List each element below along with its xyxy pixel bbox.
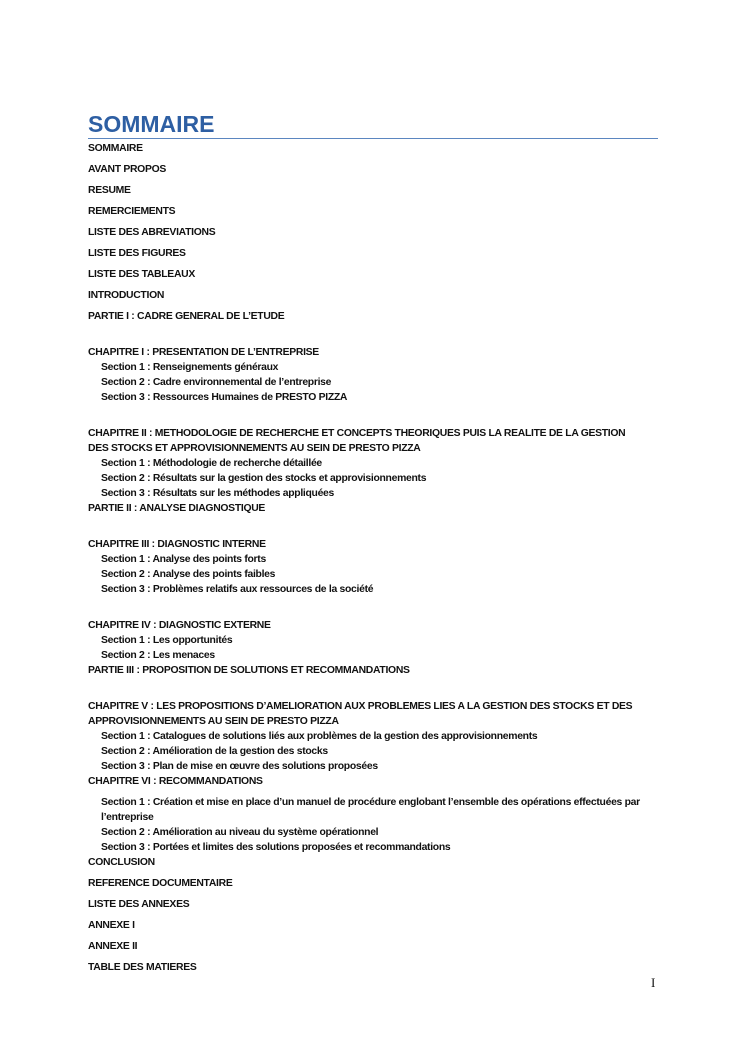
toc-entry-chapitre-6[interactable]: CHAPITRE VI : RECOMMANDATIONS: [88, 776, 263, 787]
toc-entry-partie-3[interactable]: PARTIE III : PROPOSITION DE SOLUTIONS ET RECOMMANDATIONS: [88, 665, 410, 676]
toc-entry-avant-propos[interactable]: AVANT PROPOS: [88, 164, 166, 175]
toc-entry-chapitre-1[interactable]: CHAPITRE I : PRESENTATION DE L’ENTREPRISE: [88, 347, 319, 358]
toc-entry-ch2-section-3[interactable]: Section 3 : Résultats sur les méthodes appliquées: [101, 488, 335, 499]
toc-entry-chapitre-3[interactable]: CHAPITRE III : DIAGNOSTIC INTERNE: [88, 539, 266, 550]
toc-entry-table-matieres[interactable]: TABLE DES MATIERES: [88, 962, 197, 973]
toc-entry-ch4-section-1[interactable]: Section 1 : Les opportunités: [101, 635, 233, 646]
title-underline: [88, 138, 658, 139]
toc-entry-annexe-1[interactable]: ANNEXE I: [88, 920, 135, 931]
page-title: SOMMAIRE: [88, 111, 215, 137]
toc-entry-ch2-section-2[interactable]: Section 2 : Résultats sur la gestion des stocks et approvisionnements: [101, 473, 427, 484]
toc-entry-remerciements[interactable]: REMERCIEMENTS: [88, 206, 176, 217]
toc-entry-ch5-section-1[interactable]: Section 1 : Catalogues de solutions liés aux problèmes de la gestion des approvisionnements: [101, 731, 538, 742]
toc-entry-conclusion[interactable]: CONCLUSION: [88, 857, 155, 868]
toc-entry-ch5-section-2[interactable]: Section 2 : Amélioration de la gestion des stocks: [101, 746, 328, 757]
toc-entry-ch2-section-1[interactable]: Section 1 : Méthodologie de recherche détaillée: [101, 458, 322, 469]
toc-entry-chapitre-4[interactable]: CHAPITRE IV : DIAGNOSTIC EXTERNE: [88, 620, 271, 631]
toc-entry-ch6-section-2[interactable]: Section 2 : Amélioration au niveau du système opérationnel: [101, 827, 379, 838]
toc-entry-annexes[interactable]: LISTE DES ANNEXES: [88, 899, 190, 910]
toc-entry-abreviations[interactable]: LISTE DES ABREVIATIONS: [88, 227, 216, 238]
toc-entry-partie-2[interactable]: PARTIE II : ANALYSE DIAGNOSTIQUE: [88, 503, 266, 514]
toc-entry-ch3-section-2[interactable]: Section 2 : Analyse des points faibles: [101, 569, 276, 580]
toc-entry-ch5-section-3[interactable]: Section 3 : Plan de mise en œuvre des solutions proposées: [101, 761, 378, 772]
toc-entry-ch1-section-1[interactable]: Section 1 : Renseignements généraux: [101, 362, 279, 373]
toc-entry-tableaux[interactable]: LISTE DES TABLEAUX: [88, 269, 195, 280]
toc-entry-introduction[interactable]: INTRODUCTION: [88, 290, 165, 301]
toc-entry-sommaire[interactable]: SOMMAIRE: [88, 143, 143, 154]
toc-entry-ch1-section-3[interactable]: Section 3 : Ressources Humaines de PRESTO PIZZA: [101, 392, 348, 403]
toc-entry-ch4-section-2[interactable]: Section 2 : Les menaces: [101, 650, 215, 661]
toc-entry-ch1-section-2[interactable]: Section 2 : Cadre environnemental de l’entreprise: [101, 377, 332, 388]
toc-entry-resume[interactable]: RESUME: [88, 185, 131, 196]
toc-entry-ch6-section-3[interactable]: Section 3 : Portées et limites des solutions proposées et recommandations: [101, 842, 451, 853]
toc-entry-chapitre-5[interactable]: CHAPITRE V : LES PROPOSITIONS D’AMELIORATION AUX PROBLEMES LIES A LA GESTION DES STOCKS ET DES APPROVISIONNEMENTS AU SEIN DE PRESTO PIZZA: [88, 701, 633, 727]
toc-entry-ch3-section-1[interactable]: Section 1 : Analyse des points forts: [101, 554, 266, 565]
toc-entry-figures[interactable]: LISTE DES FIGURES: [88, 248, 186, 259]
table-of-contents: [88, 110, 658, 975]
toc-entry-ch3-section-3[interactable]: Section 3 : Problèmes relatifs aux ressources de la société: [101, 584, 374, 595]
toc-entry-chapitre-2[interactable]: CHAPITRE II : METHODOLOGIE DE RECHERCHE ET CONCEPTS THEORIQUES PUIS LA REALITE DE LA GESTION DES STOCKS ET APPROVISIONNEMENTS AU SEIN DE PRESTO PIZZA: [88, 428, 626, 454]
page-number: I: [651, 975, 656, 990]
toc-entry-reference[interactable]: REFERENCE DOCUMENTAIRE: [88, 878, 233, 889]
toc-entry-partie-1[interactable]: PARTIE I : CADRE GENERAL DE L’ETUDE: [88, 311, 285, 322]
toc-entry-ch6-section-1[interactable]: Section 1 : Création et mise en place d’un manuel de procédure englobant l’ensemble des opérations effectuées par l’entreprise: [101, 797, 640, 823]
toc-entry-annexe-2[interactable]: ANNEXE II: [88, 941, 138, 952]
